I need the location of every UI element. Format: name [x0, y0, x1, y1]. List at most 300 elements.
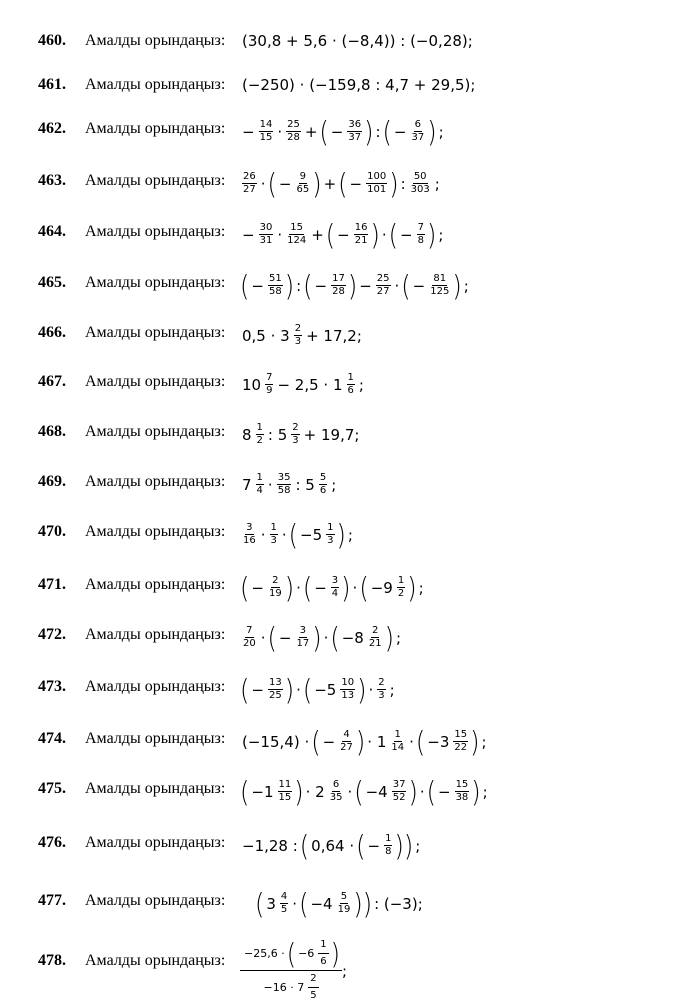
close-paren: ): [362, 886, 373, 921]
math-text: :: [375, 122, 381, 141]
open-paren: (: [302, 570, 313, 605]
close-paren: ): [312, 620, 322, 655]
fraction-denominator: 65: [296, 184, 310, 195]
fraction-numerator: 1: [256, 472, 263, 483]
open-paren: (: [356, 828, 366, 863]
task-instruction: Амалды орындаңыз:: [85, 120, 226, 137]
fraction-numerator: 25: [287, 119, 300, 130]
math-expression: [240, 217, 445, 252]
fraction-denominator: 9: [266, 385, 273, 396]
fraction-numerator: 7: [246, 625, 253, 636]
math-text: −: [393, 122, 407, 141]
problem-number: 466.: [38, 324, 66, 341]
task-instruction: Амалды орындаңыз:: [85, 834, 226, 851]
task-instruction: Амалды орындаңыз:: [85, 576, 226, 593]
fraction-numerator: 26: [243, 171, 256, 182]
fraction: [277, 472, 292, 497]
open-paren: (: [255, 886, 265, 921]
fraction: [278, 779, 293, 804]
fraction: [268, 575, 283, 600]
math-text: ·: [260, 628, 266, 647]
math-expression: [240, 936, 348, 1002]
math-text: ;: [347, 525, 353, 544]
task-instruction: Амалды орындаңыз:: [85, 473, 226, 490]
math-text: ;: [463, 276, 469, 295]
fraction-numerator: 1: [397, 575, 405, 586]
math-text: −: [314, 276, 328, 295]
math-text: −: [337, 225, 350, 244]
fraction-denominator: 5: [310, 990, 317, 1001]
fraction-numerator: 2: [272, 575, 279, 586]
fraction-numerator: 9: [299, 171, 307, 182]
math-text: −: [437, 782, 451, 801]
math-text: −5: [300, 525, 323, 544]
problem-number: 470.: [38, 523, 66, 540]
fraction-numerator: 1: [318, 939, 328, 954]
problem-number: 477.: [38, 892, 66, 909]
fraction-denominator: 6: [347, 385, 354, 396]
math-text: 0,5 · 3: [242, 326, 290, 345]
fraction-numerator: 7: [266, 372, 273, 383]
fraction-numerator: 6: [414, 119, 422, 130]
open-paren: (: [299, 828, 310, 863]
task-instruction: Амалды орындаңыз:: [85, 274, 226, 291]
math-expression: [240, 323, 364, 348]
close-paren: ): [394, 828, 404, 863]
fraction: [329, 779, 344, 804]
open-paren: (: [240, 570, 250, 605]
open-paren: (: [359, 570, 369, 605]
math-text: 8: [242, 425, 252, 444]
math-text: −25,6 ·: [244, 946, 285, 960]
fraction-denominator: 17: [296, 638, 310, 649]
open-paren: (: [288, 517, 299, 552]
fraction-denominator: 5: [280, 904, 288, 915]
fraction: [270, 522, 278, 547]
math-text: −: [412, 276, 426, 295]
fraction-denominator: 37: [348, 132, 362, 143]
problem-number: 463.: [38, 172, 66, 189]
task-instruction: Амалды орындаңыз:: [85, 523, 226, 540]
math-expression: [240, 620, 403, 655]
problem-number: 472.: [38, 626, 66, 643]
math-text: ;: [481, 732, 487, 751]
fraction: [259, 222, 274, 247]
math-text: −: [251, 578, 264, 597]
open-paren: (: [319, 114, 329, 149]
fraction: [242, 625, 257, 650]
task-instruction: Амалды орындаңыз:: [85, 324, 226, 341]
math-text: ·: [277, 225, 283, 244]
math-text: 10: [242, 375, 262, 394]
fraction-denominator: 38: [455, 792, 469, 803]
problem-number: 460.: [38, 32, 66, 49]
open-paren: (: [299, 886, 309, 921]
task-instruction: Амалды орындаңыз:: [85, 892, 226, 909]
fraction: [354, 222, 369, 247]
fraction: [429, 273, 450, 298]
open-paren: (: [382, 114, 392, 149]
fraction-denominator: 303: [410, 184, 430, 195]
fraction-denominator: 20: [243, 638, 256, 649]
open-paren: (: [325, 217, 336, 252]
math-text: ;: [389, 680, 395, 699]
fraction-denominator: 28: [332, 286, 345, 297]
problem-number: 462.: [38, 120, 66, 137]
fraction-denominator: 27: [340, 742, 353, 753]
close-paren: ): [294, 774, 304, 809]
math-text: −: [399, 225, 413, 244]
math-text: ·: [260, 174, 266, 193]
fraction-numerator: 30: [259, 222, 273, 233]
math-text: −1,28 :: [242, 836, 298, 855]
math-text: · 1: [367, 732, 387, 751]
math-expression: [240, 570, 426, 605]
math-text: (30,8 + 5,6 · (−8,4)) : (−0,28);: [242, 32, 473, 50]
math-text: ·: [347, 782, 353, 801]
math-text: +: [304, 122, 318, 141]
task-instruction: Амалды орындаңыз:: [85, 730, 226, 747]
close-paren: ): [330, 936, 341, 971]
math-text: (−15,4) ·: [242, 732, 310, 751]
math-text: −4: [365, 782, 388, 801]
fraction-denominator: 52: [392, 792, 406, 803]
math-text: + 17,2;: [306, 326, 362, 345]
math-text: ·: [277, 122, 283, 141]
fraction: [455, 779, 470, 804]
compound-denominator: [259, 971, 322, 1002]
task-instruction: Амалды орындаңыз:: [85, 32, 226, 49]
task-instruction: Амалды орындаңыз:: [85, 626, 226, 643]
fraction-numerator: 11: [278, 779, 292, 790]
fraction-numerator: 16: [354, 222, 368, 233]
fraction: [291, 422, 299, 447]
open-paren: (: [388, 217, 398, 252]
math-text: ·: [281, 525, 287, 544]
task-instruction: Амалды орындаңыз:: [85, 373, 226, 390]
math-text: : (−3);: [374, 894, 423, 913]
math-expression: [240, 268, 471, 303]
math-text: :: [400, 174, 406, 193]
fraction-denominator: 8: [385, 846, 392, 857]
math-text: −: [322, 732, 336, 751]
close-paren: ): [284, 672, 295, 707]
task-instruction: Амалды орындаңыз:: [85, 172, 226, 189]
fraction: [410, 171, 431, 196]
fraction-numerator: 2: [378, 677, 385, 688]
fraction-denominator: 2: [397, 588, 405, 599]
fraction-denominator: 2: [256, 435, 263, 446]
problem-number: 469.: [38, 473, 66, 490]
math-text: −: [251, 276, 264, 295]
fraction-denominator: 15: [278, 792, 292, 803]
fraction: [286, 119, 301, 144]
fraction: [286, 222, 307, 247]
fraction-denominator: 8: [417, 235, 424, 246]
math-text: ;: [438, 225, 444, 244]
fraction-numerator: 15: [454, 729, 468, 740]
fraction: [256, 422, 264, 447]
math-expression: [240, 372, 366, 397]
open-paren: (: [267, 166, 277, 201]
fraction-denominator: 28: [287, 132, 300, 143]
fraction: [242, 171, 257, 196]
close-paren: ): [426, 217, 437, 252]
fraction-denominator: 125: [430, 286, 450, 297]
fraction: [384, 833, 392, 858]
math-text: −: [251, 680, 264, 699]
close-paren: ): [341, 570, 351, 605]
math-text: ·: [368, 680, 374, 699]
fraction-numerator: 10: [341, 677, 355, 688]
math-text: −8: [341, 628, 364, 647]
math-expression: [240, 724, 489, 759]
close-paren: ): [471, 774, 481, 809]
open-paren: (: [303, 268, 313, 303]
math-text: 0,64 ·: [311, 836, 355, 855]
math-text: ·: [352, 578, 358, 597]
fraction: [377, 677, 385, 702]
fraction: [390, 729, 405, 754]
math-text: −6: [298, 946, 315, 960]
problem-number: 461.: [38, 76, 66, 93]
math-text: ;: [358, 375, 364, 394]
close-paren: ): [284, 570, 295, 605]
math-expression: [240, 828, 422, 863]
problem-number: 464.: [38, 223, 66, 240]
fraction: [280, 891, 288, 916]
math-text: 3: [266, 894, 276, 913]
fraction-denominator: 27: [376, 286, 390, 297]
math-text: −1: [251, 782, 274, 801]
fraction: [366, 171, 387, 196]
math-text: (−250) · (−159,8 : 4,7 + 29,5);: [242, 76, 476, 94]
math-expression: [240, 114, 446, 149]
fraction-numerator: 100: [367, 171, 387, 182]
fraction-numerator: 5: [340, 891, 348, 902]
fraction-numerator: 5: [319, 472, 327, 483]
fraction: [319, 472, 327, 497]
close-paren: ): [353, 886, 363, 921]
problem-number: 471.: [38, 576, 66, 593]
fraction-numerator: 2: [294, 323, 302, 334]
fraction: [453, 729, 468, 754]
close-paren: ): [408, 774, 418, 809]
fraction: [265, 372, 273, 397]
close-paren: ): [364, 114, 374, 149]
fraction: [295, 171, 310, 196]
fraction-denominator: 37: [411, 132, 425, 143]
math-text: −: [330, 122, 344, 141]
fraction: [268, 273, 283, 298]
math-text: −3: [427, 732, 450, 751]
math-text: −5: [314, 680, 337, 699]
fraction-denominator: 6: [319, 485, 327, 496]
fraction: [410, 119, 425, 144]
fraction-numerator: 15: [290, 222, 303, 233]
math-expression: [240, 75, 477, 95]
math-text: 7: [242, 475, 252, 494]
fraction-numerator: 14: [259, 119, 273, 130]
fraction-denominator: 58: [268, 286, 282, 297]
open-paren: (: [240, 268, 250, 303]
math-text: ·: [260, 525, 266, 544]
fraction-numerator: 25: [376, 273, 390, 284]
math-text: −: [278, 628, 292, 647]
problem-number: 476.: [38, 834, 66, 851]
open-paren: (: [302, 672, 313, 707]
fraction-numerator: 3: [331, 575, 339, 586]
math-text: −: [242, 122, 255, 141]
math-text: +: [323, 174, 337, 193]
close-paren: ): [403, 828, 414, 863]
fraction-numerator: 36: [348, 119, 362, 130]
close-paren: ): [347, 268, 358, 303]
open-paren: (: [401, 268, 411, 303]
fraction-numerator: 81: [433, 273, 447, 284]
math-text: ;: [482, 782, 488, 801]
task-instruction: Амалды орындаңыз:: [85, 952, 226, 969]
fraction-numerator: 13: [268, 677, 282, 688]
fraction-numerator: 7: [417, 222, 424, 233]
fraction-numerator: 6: [332, 779, 340, 790]
math-text: −: [367, 836, 381, 855]
math-expression: [240, 31, 475, 51]
fraction-denominator: 3: [292, 435, 299, 446]
fraction-numerator: 2: [292, 422, 299, 433]
fraction-numerator: 1: [394, 729, 401, 740]
fraction-numerator: 4: [280, 891, 288, 902]
close-paren: ): [407, 570, 417, 605]
fraction-denominator: 58: [277, 485, 291, 496]
task-instruction: Амалды орындаңыз:: [85, 423, 226, 440]
open-paren: (: [240, 774, 250, 809]
fraction-denominator: 15: [259, 132, 273, 143]
math-text: · 2: [305, 782, 325, 801]
fraction-denominator: 31: [259, 235, 273, 246]
math-text: ·: [409, 732, 414, 751]
fraction-denominator: 3: [270, 535, 277, 546]
compound-numerator: [240, 936, 342, 971]
close-paren: ): [384, 620, 394, 655]
close-paren: ): [357, 672, 367, 707]
math-expression: [240, 422, 361, 447]
math-text: −: [242, 225, 255, 244]
close-paren: ): [355, 724, 366, 759]
fraction-numerator: 3: [246, 522, 253, 533]
open-paren: (: [330, 620, 340, 655]
math-text: + 19,7;: [303, 425, 360, 444]
fraction: [242, 522, 257, 547]
problem-number: 478.: [38, 952, 66, 969]
math-text: ·: [419, 782, 425, 801]
close-paren: ): [336, 517, 346, 552]
math-text: ;: [438, 122, 444, 141]
close-paren: ): [389, 166, 399, 201]
problem-number: 473.: [38, 678, 66, 695]
problem-number: 474.: [38, 730, 66, 747]
math-text: −: [278, 174, 292, 193]
fraction: [397, 575, 405, 600]
math-text: ;: [331, 475, 337, 494]
fraction: [337, 891, 352, 916]
fraction-numerator: 1: [327, 522, 334, 533]
fraction: [376, 273, 391, 298]
math-text: −: [359, 276, 372, 295]
fraction: [347, 372, 355, 397]
problem-number: 475.: [38, 780, 66, 797]
math-text: −16 · 7: [263, 980, 305, 994]
fraction: [347, 119, 362, 144]
open-paren: (: [240, 672, 250, 707]
open-paren: (: [354, 774, 364, 809]
fraction-numerator: 50: [413, 171, 427, 182]
math-text: ·: [381, 225, 387, 244]
math-text: − 2,5 · 1: [277, 375, 343, 394]
fraction-denominator: 101: [367, 184, 387, 195]
close-paren: ): [370, 217, 380, 252]
fraction: [417, 222, 425, 247]
fraction-numerator: 3: [299, 625, 307, 636]
fraction-denominator: 3: [378, 690, 385, 701]
problem-number: 468.: [38, 423, 66, 440]
math-text: ·: [394, 276, 400, 295]
math-text: ·: [296, 680, 301, 699]
task-instruction: Амалды орындаңыз:: [85, 780, 226, 797]
close-paren: ): [284, 268, 295, 303]
close-paren: ): [312, 166, 322, 201]
fraction: [308, 973, 318, 1002]
math-text: −: [314, 578, 327, 597]
math-text: ;: [415, 836, 421, 855]
fraction: [326, 522, 334, 547]
math-text: −4: [310, 894, 333, 913]
problem-number: 465.: [38, 274, 66, 291]
math-text: ;: [395, 628, 402, 647]
fraction: [259, 119, 274, 144]
fraction: [339, 729, 354, 754]
fraction-denominator: 3: [327, 535, 334, 546]
math-text: : 5: [267, 425, 288, 444]
fraction-numerator: 1: [256, 422, 263, 433]
fraction: [340, 677, 355, 702]
fraction-denominator: 25: [268, 690, 282, 701]
fraction-numerator: 1: [347, 372, 354, 383]
math-expression: [240, 774, 490, 809]
math-text: ·: [296, 578, 301, 597]
fraction-denominator: 21: [368, 638, 382, 649]
fraction-numerator: 17: [332, 273, 345, 284]
fraction-denominator: 4: [256, 485, 263, 496]
fraction-numerator: 1: [270, 522, 277, 533]
fraction-numerator: 37: [392, 779, 406, 790]
fraction-denominator: 4: [331, 588, 339, 599]
math-text: : 5: [295, 475, 315, 494]
math-text: ·: [323, 628, 329, 647]
math-text: ;: [342, 961, 348, 980]
fraction: [294, 323, 302, 348]
math-expression: [240, 166, 442, 201]
fraction-denominator: 6: [320, 956, 327, 967]
close-paren: ): [470, 724, 480, 759]
math-text: −: [349, 174, 363, 193]
open-paren: (: [311, 724, 321, 759]
fraction: [268, 677, 283, 702]
task-instruction: Амалды орындаңыз:: [85, 76, 226, 93]
open-paren: (: [426, 774, 436, 809]
fraction-numerator: 35: [277, 472, 291, 483]
fraction-denominator: 35: [329, 792, 343, 803]
